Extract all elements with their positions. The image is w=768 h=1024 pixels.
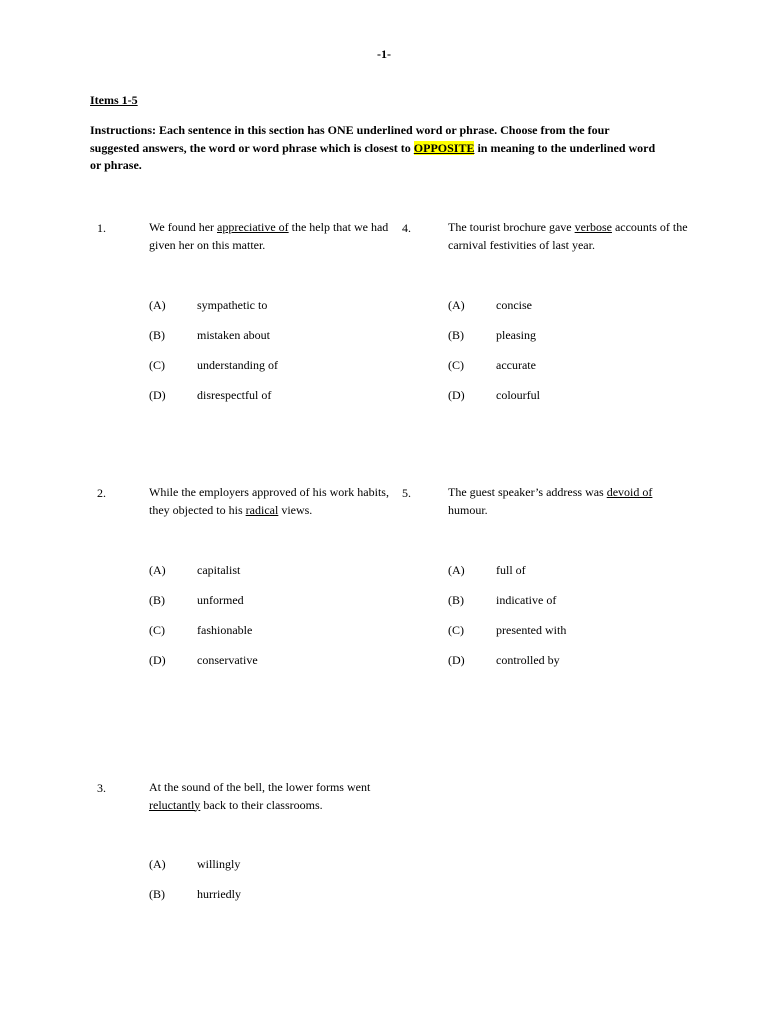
option-text[interactable]: accurate (496, 358, 536, 372)
option-letter[interactable]: (A) (149, 298, 166, 312)
question-stem: The guest speaker’s address was devoid of humour. (448, 485, 653, 517)
option-text[interactable]: willingly (197, 857, 241, 871)
option-text[interactable]: concise (496, 298, 532, 312)
option-text[interactable]: controlled by (496, 653, 560, 667)
items-heading: Items 1-5 (90, 93, 138, 107)
question-number: 2. (97, 486, 106, 500)
option-text[interactable]: full of (496, 563, 526, 577)
underlined-word: verbose (574, 220, 612, 234)
option-letter[interactable]: (D) (149, 388, 166, 402)
option-text[interactable]: presented with (496, 623, 567, 637)
option-text[interactable]: capitalist (197, 563, 241, 577)
option-text[interactable]: indicative of (496, 593, 557, 607)
underlined-word: reluctantly (149, 797, 201, 812)
underlined-word: devoid of (606, 485, 653, 499)
option-text[interactable]: colourful (496, 388, 540, 402)
option-letter[interactable]: (D) (448, 388, 465, 402)
instructions-highlight: OPPOSITE (413, 140, 475, 155)
option-letter[interactable]: (D) (448, 653, 465, 667)
option-letter[interactable]: (C) (448, 623, 464, 637)
option-text[interactable]: unformed (197, 593, 244, 607)
option-letter[interactable]: (C) (149, 358, 165, 372)
option-text[interactable]: fashionable (197, 623, 253, 637)
option-letter[interactable]: (B) (448, 593, 464, 607)
underlined-word: appreciative of (217, 220, 289, 234)
option-text[interactable]: sympathetic to (197, 298, 268, 312)
question-stem: At the sound of the bell, the lower forms went reluctantly back to their classrooms. (149, 780, 371, 812)
option-letter[interactable]: (A) (149, 563, 166, 577)
option-letter[interactable]: (C) (448, 358, 464, 372)
question-number: 3. (97, 781, 106, 795)
question-number: 5. (402, 486, 411, 500)
question-number: 1. (97, 221, 106, 235)
option-letter[interactable]: (B) (149, 328, 165, 342)
question-stem: While the employers approved of his work habits, they objected to his radical views. (149, 485, 389, 517)
option-letter[interactable]: (A) (149, 857, 166, 871)
question-stem: The tourist brochure gave verbose accounts of the carnival festivities of last year. (448, 220, 688, 252)
option-text[interactable]: conservative (197, 653, 258, 667)
option-letter[interactable]: (B) (448, 328, 464, 342)
page-number: -1- (377, 47, 391, 61)
option-text[interactable]: pleasing (496, 328, 536, 342)
question-stem: We found her appreciative of the help that we had given her on this matter. (149, 220, 389, 252)
underlined-word: radical (245, 502, 279, 517)
option-letter[interactable]: (B) (149, 593, 165, 607)
option-text[interactable]: hurriedly (197, 887, 241, 901)
option-letter[interactable]: (A) (448, 298, 465, 312)
instructions (90, 122, 660, 175)
option-text[interactable]: disrespectful of (197, 388, 272, 402)
option-letter[interactable]: (B) (149, 887, 165, 901)
option-letter[interactable]: (A) (448, 563, 465, 577)
question-number: 4. (402, 221, 411, 235)
option-text[interactable]: understanding of (197, 358, 278, 372)
instructions-text: Instructions: Each sentence in this section has ONE underlined word or phrase. Choose from the four suggested answers, the word or word phrase which is closest to (90, 123, 610, 155)
option-letter[interactable]: (D) (149, 653, 166, 667)
instructions-text-end: in meaning to the underlined word or phrase. (90, 140, 656, 172)
option-text[interactable]: mistaken about (197, 328, 270, 342)
option-letter[interactable]: (C) (149, 623, 165, 637)
